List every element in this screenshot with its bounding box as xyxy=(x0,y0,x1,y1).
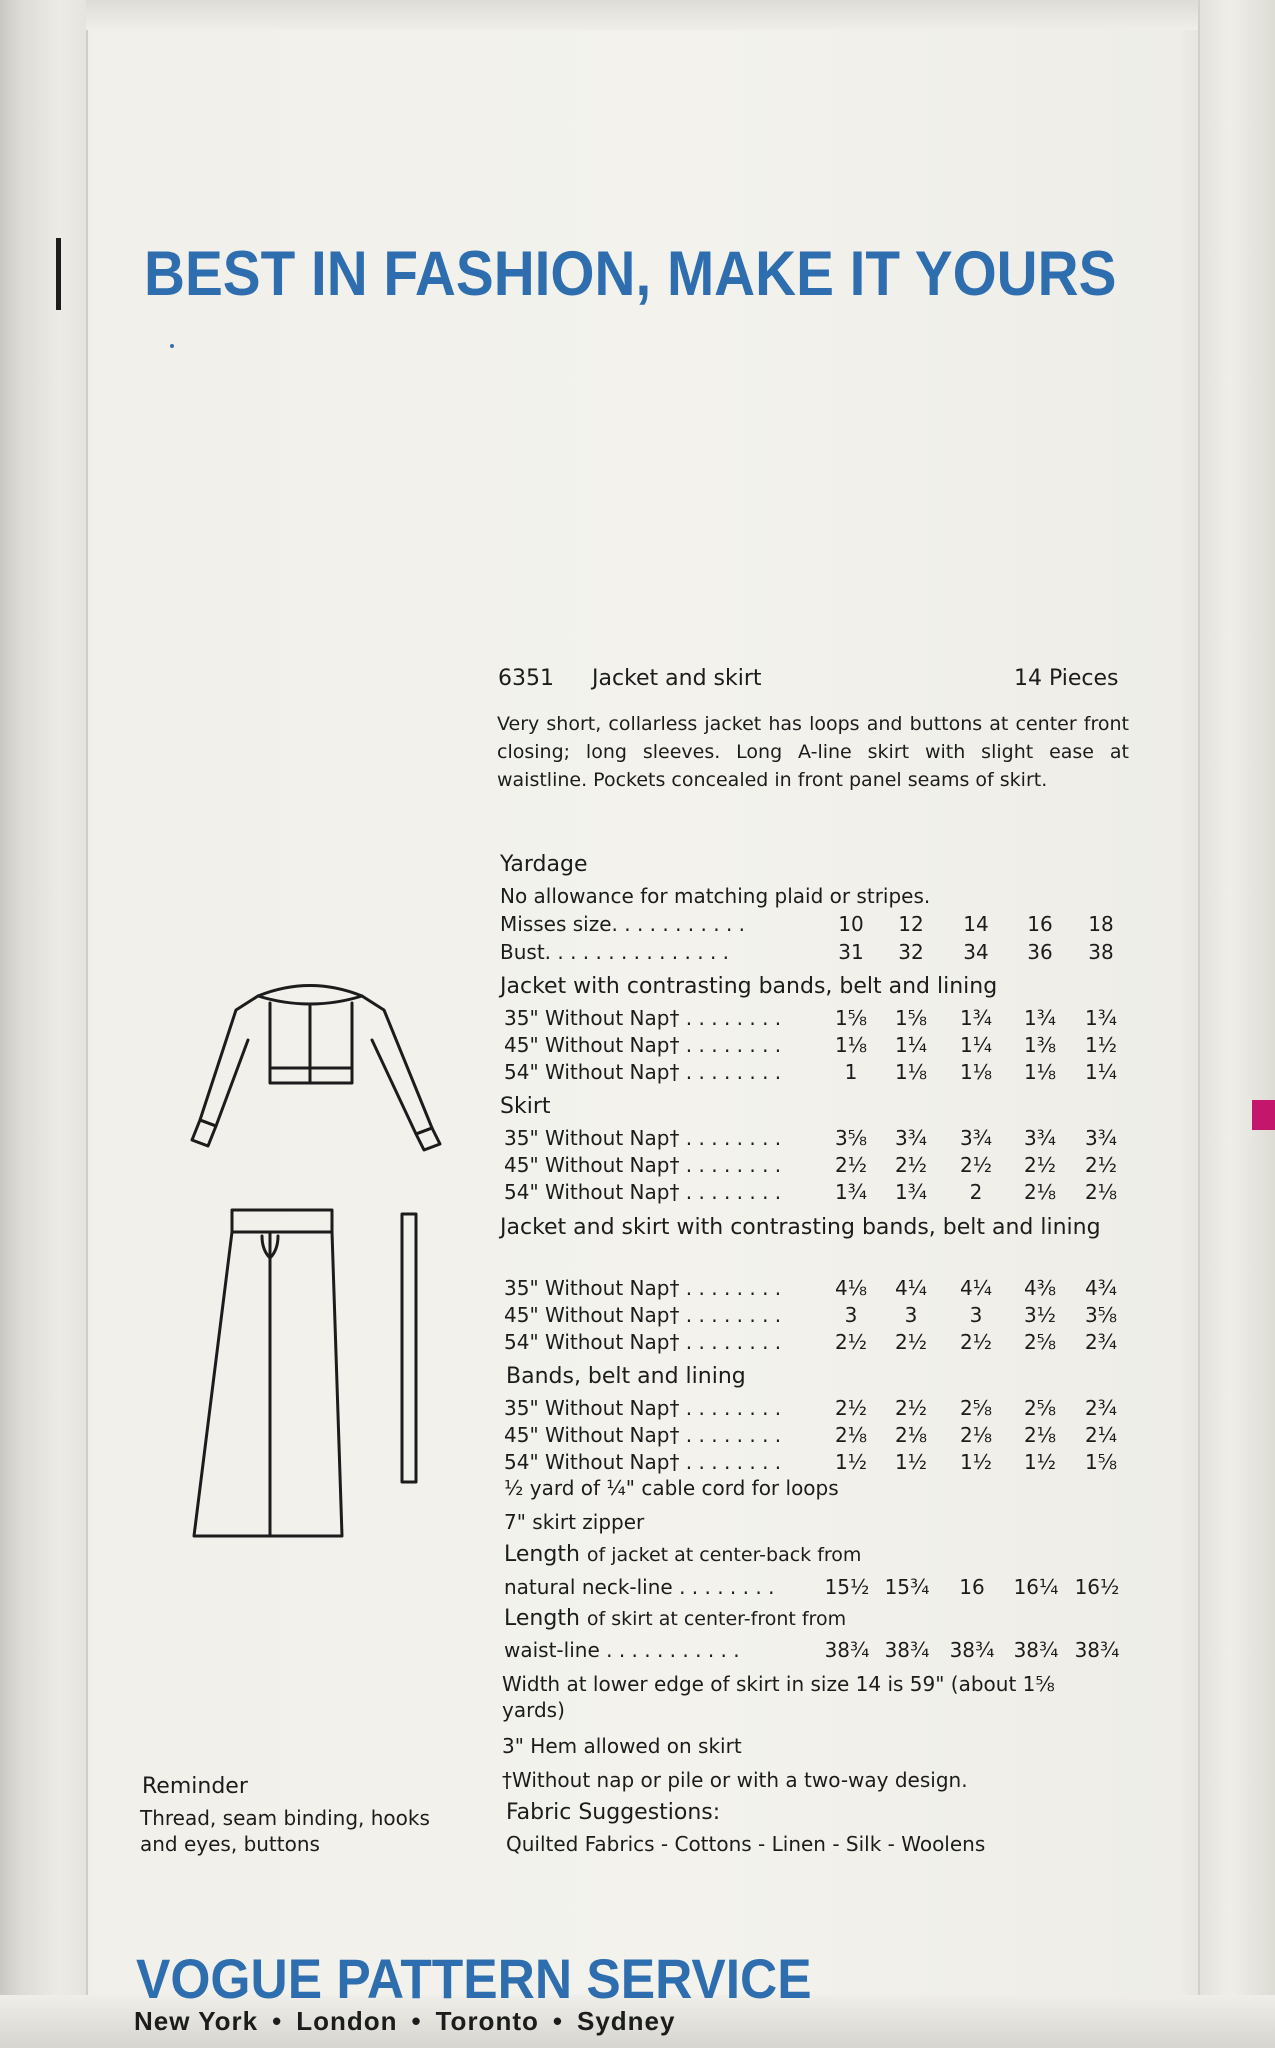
yardage-value: 1½ xyxy=(959,1450,993,1474)
size-value: 14 xyxy=(963,912,989,936)
fabric-list: Quilted Fabrics - Cottons - Linen - Silk - Woolens xyxy=(506,1832,986,1856)
yardage-value: 1¾ xyxy=(834,1180,868,1204)
yardage-value: 1½ xyxy=(834,1450,868,1474)
hem-note: 3" Hem allowed on skirt xyxy=(502,1734,742,1758)
reminder-line2: and eyes, buttons xyxy=(140,1832,320,1856)
yardage-value: 2½ xyxy=(834,1330,868,1354)
misses-size-label: Misses size. . . . . . . . . . . xyxy=(500,912,746,936)
yardage-value: 1⅜ xyxy=(1023,1033,1057,1057)
yardage-value: 2¾ xyxy=(1084,1396,1118,1420)
jacket-length-value: 15¾ xyxy=(884,1575,930,1599)
yardage-value: 2⅝ xyxy=(1023,1330,1057,1354)
size-value: 12 xyxy=(898,912,924,936)
yardage-value: 1¼ xyxy=(1084,1060,1118,1084)
size-value: 36 xyxy=(1027,940,1053,964)
yardage-value: 2⅛ xyxy=(959,1423,993,1447)
pattern-description: Very short, collarless jacket has loops and buttons at center front closing; long sleeves. Long A-line skirt with slight ease at waistline. Pockets concealed in front panel seams of skirt. xyxy=(497,713,1129,791)
yardage-value: 4⅛ xyxy=(834,1276,868,1300)
yardage-value: 1½ xyxy=(1023,1450,1057,1474)
yardage-value: 1¼ xyxy=(894,1033,928,1057)
yardage-value: 2½ xyxy=(959,1330,993,1354)
skirt-length-value: 38¾ xyxy=(824,1638,870,1662)
yardage-value: 2⅛ xyxy=(894,1423,928,1447)
jacket-length-value: 16½ xyxy=(1074,1575,1120,1599)
skirt-length-value: 38¾ xyxy=(884,1638,930,1662)
yardage-value: 1¼ xyxy=(959,1033,993,1057)
yardage-value: 1½ xyxy=(894,1450,928,1474)
pattern-pieces: 14 Pieces xyxy=(1014,666,1119,691)
yardage-value: 1¾ xyxy=(959,1006,993,1030)
yardage-value: 3 xyxy=(844,1303,858,1327)
yardage-value: 2⅛ xyxy=(1084,1180,1118,1204)
skirt-length-label: waist-line . . . . . . . . . . . xyxy=(504,1638,740,1662)
yardage-value: 3¾ xyxy=(1023,1126,1057,1150)
jacket-length-value: 16¼ xyxy=(1013,1575,1059,1599)
cable-cord-note: ½ yard of ¼" cable cord for loops xyxy=(504,1476,839,1500)
yardage-value: 2½ xyxy=(834,1153,868,1177)
jacket-length-desc: of jacket at center-back from xyxy=(586,1544,862,1566)
jacket-length-value: 15½ xyxy=(824,1575,870,1599)
reminder-title: Reminder xyxy=(142,1774,248,1799)
yardage-value: 2¼ xyxy=(1084,1423,1118,1447)
yardage-value: 1⅛ xyxy=(894,1060,928,1084)
yardage-row-label: 45" Without Nap† . . . . . . . . xyxy=(504,1153,782,1177)
yardage-value: 1⅝ xyxy=(1084,1450,1118,1474)
size-value: 16 xyxy=(1027,912,1053,936)
yardage-row-label: 45" Without Nap† . . . . . . . . xyxy=(504,1033,782,1057)
yardage-group-title: Bands, belt and lining xyxy=(506,1364,746,1389)
reminder-line1: Thread, seam binding, hooks xyxy=(140,1806,430,1830)
yardage-value: 4¾ xyxy=(1084,1276,1118,1300)
yardage-value: 1⅛ xyxy=(1023,1060,1057,1084)
pattern-number: 6351 xyxy=(498,666,554,691)
yardage-value: 2⅝ xyxy=(959,1396,993,1420)
yardage-group-title: Jacket with contrasting bands, belt and lining xyxy=(500,974,998,999)
city-separator: • xyxy=(272,2006,283,2036)
city-new-york: New York xyxy=(134,2006,259,2036)
yardage-value: 4⅜ xyxy=(1023,1276,1057,1300)
yardage-value: 2⅝ xyxy=(1023,1396,1057,1420)
size-value: 34 xyxy=(963,940,989,964)
size-value: 10 xyxy=(838,912,864,936)
yardage-value: 1 xyxy=(844,1060,858,1084)
page-headline: BEST IN FASHION, MAKE IT YOURS xyxy=(144,239,1117,309)
yardage-value: 1⅛ xyxy=(834,1033,868,1057)
skirt-length-value: 38¾ xyxy=(1013,1638,1059,1662)
yardage-value: 2½ xyxy=(894,1396,928,1420)
yardage-row-label: 54" Without Nap† . . . . . . . . xyxy=(504,1180,782,1204)
size-value: 31 xyxy=(838,940,864,964)
yardage-row-label: 54" Without Nap† . . . . . . . . xyxy=(504,1060,782,1084)
yardage-value: 1⅝ xyxy=(894,1006,928,1030)
footer-brand: VOGUE PATTERN SERVICE xyxy=(136,1947,812,2010)
yardage-value: 3 xyxy=(969,1303,983,1327)
yardage-value: 1½ xyxy=(1084,1033,1118,1057)
yardage-value: 2½ xyxy=(894,1330,928,1354)
yardage-value: 2½ xyxy=(959,1153,993,1177)
yardage-row-label: 54" Without Nap† . . . . . . . . xyxy=(504,1450,782,1474)
yardage-value: 2½ xyxy=(1023,1153,1057,1177)
pattern-name: Jacket and skirt xyxy=(592,666,762,691)
size-value: 32 xyxy=(898,940,924,964)
yardage-row-label: 35" Without Nap† . . . . . . . . xyxy=(504,1276,782,1300)
yardage-value: 2⅛ xyxy=(1023,1423,1057,1447)
skirt-length-value: 38¾ xyxy=(949,1638,995,1662)
yardage-row-label: 35" Without Nap† . . . . . . . . xyxy=(504,1126,782,1150)
yardage-row-label: 35" Without Nap† . . . . . . . . xyxy=(504,1396,782,1420)
city-london: London xyxy=(296,2006,398,2036)
belt-illustration xyxy=(402,1214,416,1482)
city-separator: • xyxy=(411,2006,422,2036)
yardage-value: 3½ xyxy=(1023,1303,1057,1327)
yardage-value: 2½ xyxy=(1084,1153,1118,1177)
yardage-note: No allowance for matching plaid or stripes. xyxy=(500,884,931,908)
yardage-title: Yardage xyxy=(500,852,588,877)
yardage-value: 3¾ xyxy=(959,1126,993,1150)
bust-label: Bust. . . . . . . . . . . . . . . xyxy=(500,940,730,964)
yardage-value: 2 xyxy=(969,1180,983,1204)
yardage-value: 2⅛ xyxy=(834,1423,868,1447)
yardage-row-label: 45" Without Nap† . . . . . . . . xyxy=(504,1303,782,1327)
yardage-row-label: 35" Without Nap† . . . . . . . . xyxy=(504,1006,782,1030)
yardage-value: 1¾ xyxy=(1023,1006,1057,1030)
yardage-value: 3¾ xyxy=(1084,1126,1118,1150)
city-sydney: Sydney xyxy=(576,2006,676,2036)
yardage-value: 2¾ xyxy=(1084,1330,1118,1354)
skirt-length-word: Length xyxy=(504,1606,580,1631)
width-note-line2: yards) xyxy=(502,1698,565,1722)
yardage-value: 2½ xyxy=(834,1396,868,1420)
yardage-group-title: Jacket and skirt with contrasting bands, belt and lining xyxy=(500,1215,1101,1240)
skirt-length-value: 38¾ xyxy=(1074,1638,1120,1662)
yardage-value: 1¾ xyxy=(1084,1006,1118,1030)
yardage-value: 1¾ xyxy=(894,1180,928,1204)
skirt-length-desc: of skirt at center-front from xyxy=(586,1608,847,1630)
yardage-value: 4¼ xyxy=(894,1276,928,1300)
yardage-value: 3⅝ xyxy=(1084,1303,1118,1327)
yardage-value: 2½ xyxy=(894,1153,928,1177)
yardage-value: 2⅛ xyxy=(1023,1180,1057,1204)
jacket-illustration xyxy=(192,986,440,1151)
zipper-note: 7" skirt zipper xyxy=(504,1510,645,1534)
skirt-illustration xyxy=(194,1210,342,1536)
jacket-length-label: natural neck-line . . . . . . . . xyxy=(504,1575,775,1599)
city-toronto: Toronto xyxy=(435,2006,539,2036)
yardage-value: 1⅝ xyxy=(834,1006,868,1030)
yardage-value: 4¼ xyxy=(959,1276,993,1300)
nap-note: †Without nap or pile or with a two-way design. xyxy=(502,1768,968,1792)
jacket-length-value: 16 xyxy=(959,1575,985,1599)
yardage-row-label: 45" Without Nap† . . . . . . . . xyxy=(504,1423,782,1447)
size-value: 18 xyxy=(1088,912,1114,936)
footer-cities xyxy=(134,2006,675,2037)
yardage-value: 1⅛ xyxy=(959,1060,993,1084)
width-note-line1: Width at lower edge of skirt in size 14 is 59" (about 1⅝ xyxy=(502,1672,1055,1696)
city-separator: • xyxy=(552,2006,563,2036)
yardage-value: 3 xyxy=(904,1303,918,1327)
yardage-value: 3⅝ xyxy=(834,1126,868,1150)
yardage-value: 3¾ xyxy=(894,1126,928,1150)
fabric-title: Fabric Suggestions: xyxy=(506,1800,721,1825)
yardage-group-title: Skirt xyxy=(500,1094,551,1119)
yardage-row-label: 54" Without Nap† . . . . . . . . xyxy=(504,1330,782,1354)
jacket-length-word: Length xyxy=(504,1542,580,1567)
size-value: 38 xyxy=(1088,940,1114,964)
